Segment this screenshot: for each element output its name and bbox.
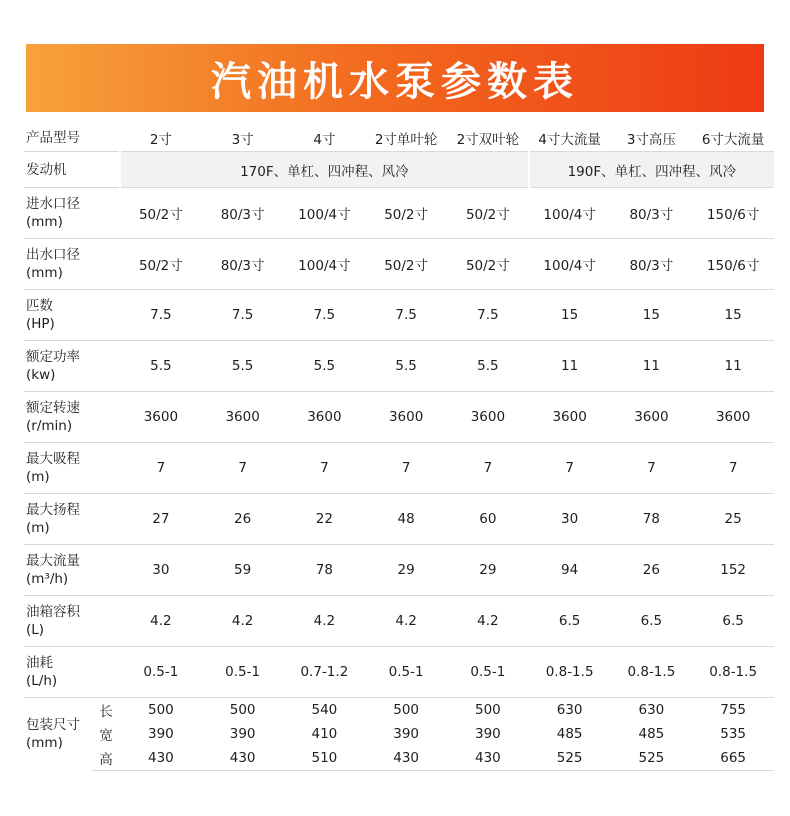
table-row <box>24 596 774 647</box>
value-cell: 15 <box>611 290 693 341</box>
value-cell: 80/3寸 <box>202 188 284 239</box>
value-cell: 540 <box>311 702 338 718</box>
model-cell: 6寸大流量 <box>692 124 774 152</box>
value-cell: 3600 <box>202 392 284 443</box>
value-cell: 7 <box>692 443 774 494</box>
value-cell: 11 <box>611 341 693 392</box>
engine-row <box>24 152 774 188</box>
row-label-unit: (L/h) <box>26 673 58 689</box>
model-cell: 2寸 <box>120 124 202 152</box>
value-cell: 7 <box>529 443 611 494</box>
value-cell: 7 <box>611 443 693 494</box>
value-cell: 11 <box>692 341 774 392</box>
value-cell: 4.2 <box>365 596 447 647</box>
packaging-label <box>24 698 92 771</box>
header-row <box>24 124 774 152</box>
row-label-name: 匹数 <box>26 298 53 314</box>
value-cell: 15 <box>529 290 611 341</box>
value-cell: 7 <box>365 443 447 494</box>
row-label-name: 额定转速 <box>26 400 80 416</box>
value-cell: 7 <box>120 443 202 494</box>
value-cell: 29 <box>365 545 447 596</box>
value-cell: 80/3寸 <box>202 239 284 290</box>
value-cell: 30 <box>529 494 611 545</box>
packaging-row <box>24 746 774 771</box>
value-cell: 3600 <box>611 392 693 443</box>
value-cell: 3600 <box>692 392 774 443</box>
value-cell: 11 <box>529 341 611 392</box>
value-cell: 22 <box>284 494 366 545</box>
value-cell: 50/2寸 <box>447 188 529 239</box>
value-cell: 430 <box>202 746 284 771</box>
row-label <box>24 647 120 698</box>
page-title: 汽油机水泵参数表 <box>211 58 579 105</box>
row-label <box>24 545 120 596</box>
header-label: 产品型号 <box>24 124 120 152</box>
value-cell: 4.2 <box>447 596 529 647</box>
value-cell: 26 <box>202 494 284 545</box>
value-cell: 390 <box>229 726 256 742</box>
value-cell: 485 <box>638 726 665 742</box>
title-banner <box>26 44 764 112</box>
value-cell: 4.2 <box>284 596 366 647</box>
row-label <box>24 188 120 239</box>
value-cell: 7 <box>447 443 529 494</box>
value-cell: 535 <box>720 726 747 742</box>
value-cell: 25 <box>692 494 774 545</box>
value-cell: 59 <box>202 545 284 596</box>
packaging-row <box>24 722 774 746</box>
row-label <box>24 443 120 494</box>
row-label <box>24 239 120 290</box>
value-cell: 50/2寸 <box>120 188 202 239</box>
value-cell: 7 <box>202 443 284 494</box>
table-row <box>24 545 774 596</box>
spec-table <box>24 124 774 771</box>
value-cell: 410 <box>311 726 338 742</box>
value-cell: 7.5 <box>365 290 447 341</box>
row-label-name: 包装尺寸 <box>26 717 80 734</box>
value-cell: 3600 <box>447 392 529 443</box>
value-cell: 27 <box>120 494 202 545</box>
value-cell: 500 <box>147 702 174 718</box>
row-label-unit: (mm) <box>26 265 63 281</box>
value-cell: 94 <box>529 545 611 596</box>
value-cell: 500 <box>393 702 420 718</box>
value-cell: 430 <box>447 746 529 771</box>
value-cell: 150/6寸 <box>692 188 774 239</box>
row-label-unit: (HP) <box>26 316 55 332</box>
value-cell: 6.5 <box>692 596 774 647</box>
table-row <box>24 239 774 290</box>
value-cell: 6.5 <box>529 596 611 647</box>
value-cell: 30 <box>120 545 202 596</box>
row-label-unit: (m³/h) <box>26 571 69 587</box>
value-cell: 150/6寸 <box>692 239 774 290</box>
dimension-sublabel: 宽 <box>99 728 113 744</box>
value-cell: 390 <box>474 726 501 742</box>
value-cell: 0.7-1.2 <box>284 647 366 698</box>
row-label-name: 油耗 <box>26 655 53 671</box>
value-cell: 485 <box>556 726 583 742</box>
table-row <box>24 443 774 494</box>
row-label-unit: (m) <box>26 520 50 536</box>
row-label <box>24 392 120 443</box>
model-cell: 3寸 <box>202 124 284 152</box>
value-cell: 152 <box>692 545 774 596</box>
value-cell: 0.5-1 <box>120 647 202 698</box>
value-cell: 5.5 <box>202 341 284 392</box>
value-cell: 390 <box>147 726 174 742</box>
table-row <box>24 647 774 698</box>
value-cell: 100/4寸 <box>529 239 611 290</box>
value-cell: 15 <box>692 290 774 341</box>
model-cell: 2寸单叶轮 <box>365 124 447 152</box>
value-cell: 500 <box>229 702 256 718</box>
value-cell: 48 <box>365 494 447 545</box>
table-row <box>24 341 774 392</box>
value-cell: 390 <box>393 726 420 742</box>
value-cell: 7 <box>284 443 366 494</box>
value-cell: 100/4寸 <box>284 188 366 239</box>
model-cell: 4寸大流量 <box>529 124 611 152</box>
value-cell: 5.5 <box>447 341 529 392</box>
value-cell: 60 <box>447 494 529 545</box>
value-cell: 525 <box>529 746 611 771</box>
model-cell: 3寸高压 <box>611 124 693 152</box>
row-label-unit: (kw) <box>26 367 56 383</box>
value-cell: 0.8-1.5 <box>692 647 774 698</box>
value-cell: 755 <box>720 702 747 718</box>
value-cell: 3600 <box>120 392 202 443</box>
value-cell: 525 <box>611 746 693 771</box>
value-cell: 80/3寸 <box>611 239 693 290</box>
value-cell: 26 <box>611 545 693 596</box>
value-cell: 100/4寸 <box>529 188 611 239</box>
row-label <box>24 596 120 647</box>
value-cell: 665 <box>692 746 774 771</box>
value-cell: 50/2寸 <box>365 239 447 290</box>
value-cell: 78 <box>611 494 693 545</box>
row-label-name: 进水口径 <box>26 196 80 212</box>
model-cell: 4寸 <box>284 124 366 152</box>
row-label-name: 出水口径 <box>26 247 80 263</box>
row-label-unit: (r/min) <box>26 418 73 434</box>
table-row <box>24 494 774 545</box>
value-cell: 78 <box>284 545 366 596</box>
row-label-unit: (mm) <box>26 735 63 752</box>
value-cell: 5.5 <box>365 341 447 392</box>
value-cell: 0.5-1 <box>365 647 447 698</box>
value-cell: 0.5-1 <box>447 647 529 698</box>
value-cell: 430 <box>120 746 202 771</box>
value-cell: 500 <box>474 702 501 718</box>
value-cell: 6.5 <box>611 596 693 647</box>
value-cell: 0.8-1.5 <box>529 647 611 698</box>
value-cell: 50/2寸 <box>447 239 529 290</box>
value-cell: 7.5 <box>447 290 529 341</box>
packaging-row <box>24 698 774 723</box>
row-label <box>24 290 120 341</box>
value-cell: 430 <box>365 746 447 771</box>
value-cell: 80/3寸 <box>611 188 693 239</box>
row-label <box>24 494 120 545</box>
value-cell: 5.5 <box>284 341 366 392</box>
row-label-name: 最大吸程 <box>26 451 80 467</box>
value-cell: 4.2 <box>120 596 202 647</box>
value-cell: 50/2寸 <box>365 188 447 239</box>
value-cell: 0.5-1 <box>202 647 284 698</box>
engine-label: 发动机 <box>24 152 120 188</box>
value-cell: 3600 <box>529 392 611 443</box>
row-label-unit: (L) <box>26 622 45 638</box>
row-label-unit: (mm) <box>26 214 63 230</box>
value-cell: 630 <box>556 702 583 718</box>
value-cell: 5.5 <box>120 341 202 392</box>
row-label-name: 油箱容积 <box>26 604 80 620</box>
engine-spec-170f: 170F、单杠、四冲程、风冷 <box>120 152 529 188</box>
value-cell: 50/2寸 <box>120 239 202 290</box>
value-cell: 3600 <box>284 392 366 443</box>
table-row <box>24 188 774 239</box>
value-cell: 7.5 <box>202 290 284 341</box>
value-cell: 3600 <box>365 392 447 443</box>
table-row <box>24 392 774 443</box>
row-label-unit: (m) <box>26 469 50 485</box>
value-cell: 630 <box>638 702 665 718</box>
dimension-sublabel: 长 <box>99 704 113 720</box>
value-cell: 7.5 <box>120 290 202 341</box>
row-label <box>24 341 120 392</box>
row-label-name: 最大流量 <box>26 553 80 569</box>
row-label-name: 最大扬程 <box>26 502 80 518</box>
value-cell: 7.5 <box>284 290 366 341</box>
engine-spec-190f: 190F、单杠、四冲程、风冷 <box>529 152 774 188</box>
model-cell: 2寸双叶轮 <box>447 124 529 152</box>
table-row <box>24 290 774 341</box>
value-cell: 0.8-1.5 <box>611 647 693 698</box>
row-label-name: 额定功率 <box>26 349 80 365</box>
value-cell: 4.2 <box>202 596 284 647</box>
value-cell: 100/4寸 <box>284 239 366 290</box>
dimension-sublabel: 高 <box>92 746 120 771</box>
value-cell: 510 <box>284 746 366 771</box>
value-cell: 29 <box>447 545 529 596</box>
